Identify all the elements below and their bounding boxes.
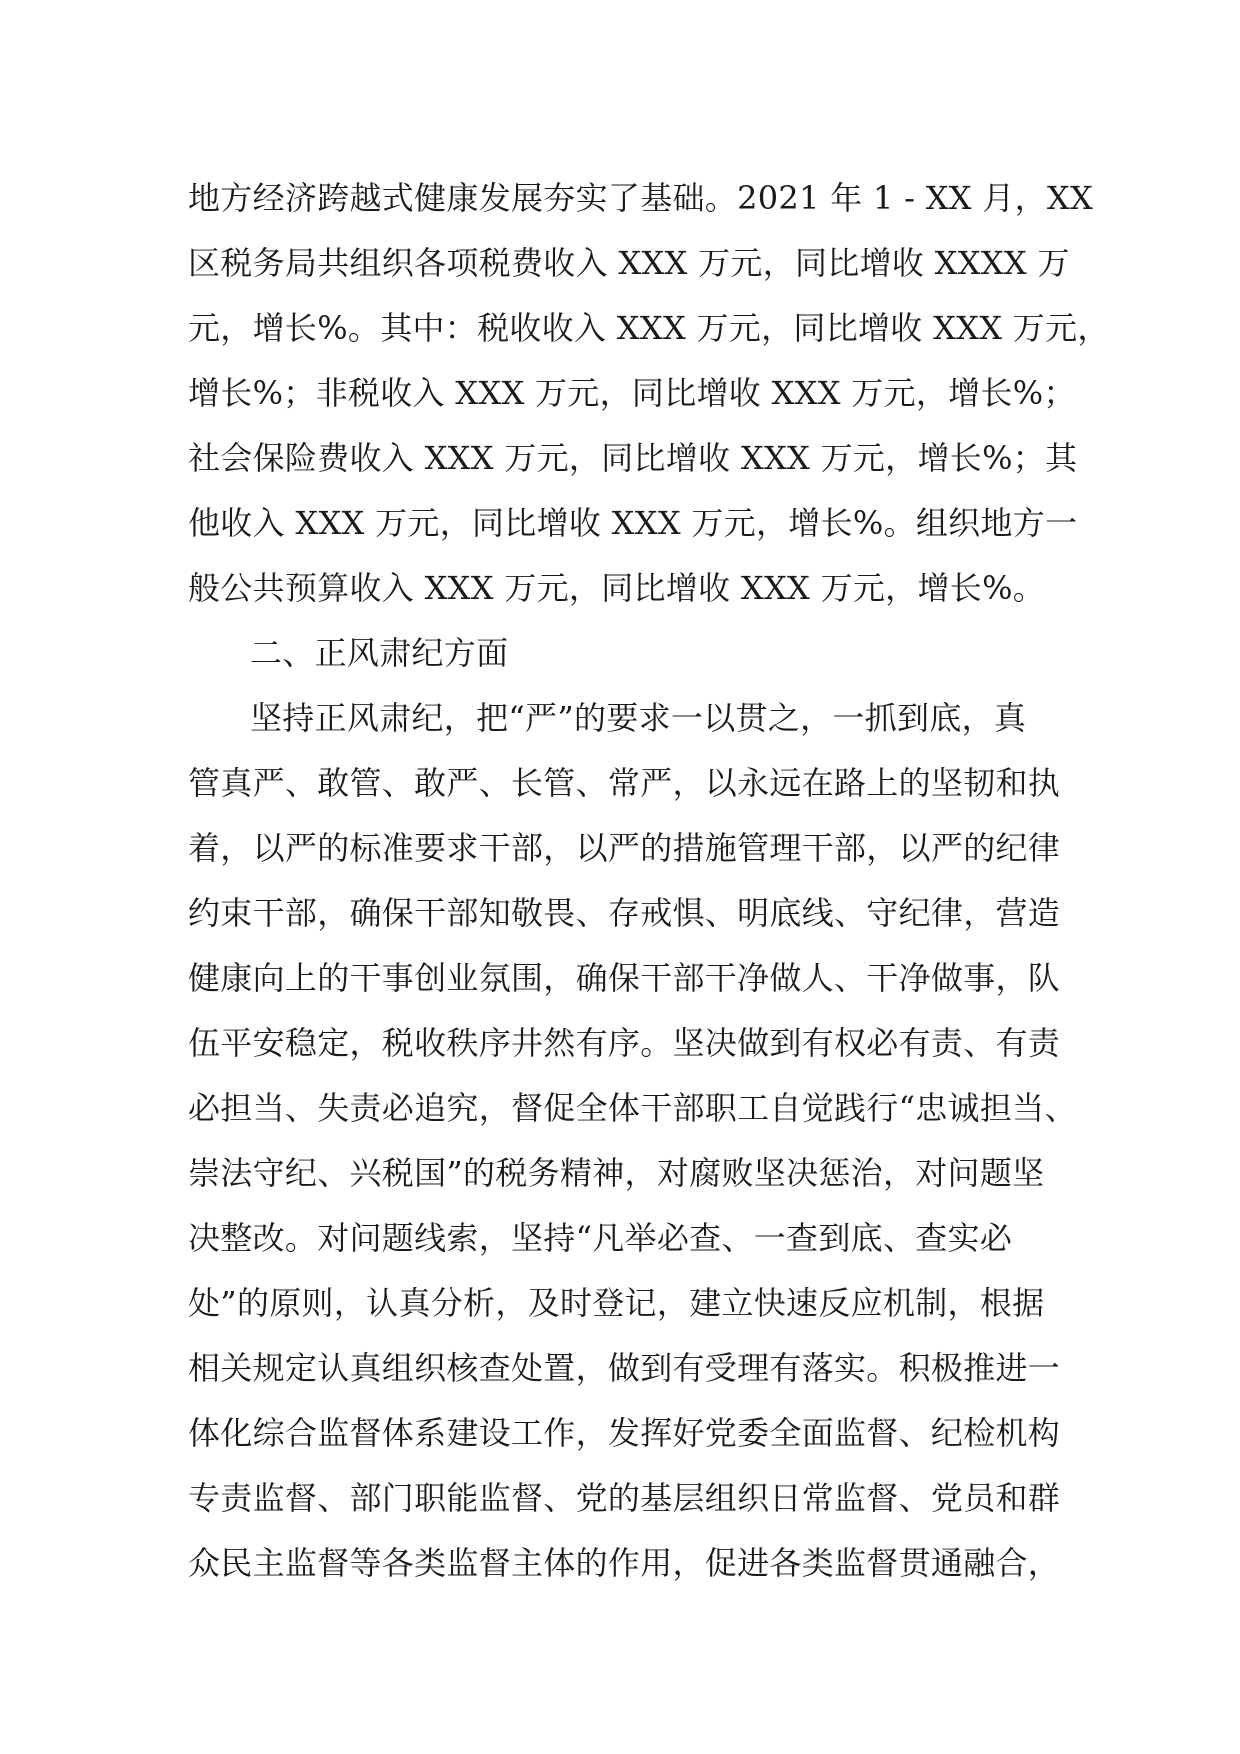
text-line: 众民主监督等各类监督主体的作用，促进各类监督贯通融合， bbox=[188, 1544, 1061, 1582]
text-line: 社会保险费收入 XXX 万元，同比增收 XXX 万元，增长%；其 bbox=[188, 439, 1078, 477]
text-line: 区税务局共组织各项税费收入 XXX 万元，同比增收 XXXX 万 bbox=[188, 244, 1070, 282]
text-line: 着，以严的标准要求干部，以严的措施管理干部，以严的纪律 bbox=[188, 829, 1061, 867]
section-heading: 二、正风肃纪方面 bbox=[250, 634, 509, 672]
text-line: 元，增长%。其中：税收收入 XXX 万元，同比增收 XXX 万元， bbox=[188, 309, 1110, 347]
text-line: 崇法守纪、兴税国”的税务精神，对腐败坚决惩治，对问题坚 bbox=[188, 1154, 1045, 1192]
text-line: 健康向上的干事创业氛围，确保干部干净做人、干净做事，队 bbox=[188, 959, 1061, 997]
text-line: 伍平安稳定，税收秩序井然有序。坚决做到有权必有责、有责 bbox=[188, 1024, 1061, 1062]
body-text bbox=[188, 166, 1110, 1596]
text-line: 处”的原则，认真分析，及时登记，建立快速反应机制，根据 bbox=[188, 1284, 1045, 1322]
text-line: 地方经济跨越式健康发展夯实了基础。2021 年 1 - XX 月，XX bbox=[188, 179, 1094, 217]
text-line: 约束干部，确保干部知敬畏、存戒惧、明底线、守纪律，营造 bbox=[188, 894, 1061, 932]
text-line: 专责监督、部门职能监督、党的基层组织日常监督、党员和群 bbox=[188, 1479, 1061, 1517]
text-line: 坚持正风肃纪，把“严”的要求一以贯之，一抓到底，真 bbox=[250, 699, 1027, 737]
text-line: 相关规定认真组织核查处置，做到有受理有落实。积极推进一 bbox=[188, 1349, 1061, 1387]
text-line: 必担当、失责必追究，督促全体干部职工自觉践行“忠诚担当、 bbox=[188, 1089, 1077, 1127]
text-line: 体化综合监督体系建设工作，发挥好党委全面监督、纪检机构 bbox=[188, 1414, 1061, 1452]
text-line: 他收入 XXX 万元，同比增收 XXX 万元，增长%。组织地方一 bbox=[188, 504, 1078, 542]
text-line: 管真严、敢管、敢严、长管、常严，以永远在路上的坚韧和执 bbox=[188, 764, 1061, 802]
text-line: 增长%；非税收入 XXX 万元，同比增收 XXX 万元，增长%； bbox=[188, 374, 1076, 412]
text-line: 般公共预算收入 XXX 万元，同比增收 XXX 万元，增长%。 bbox=[188, 569, 1046, 607]
text-line: 决整改。对问题线索，坚持“凡举必查、一查到底、查实必 bbox=[188, 1219, 1013, 1257]
